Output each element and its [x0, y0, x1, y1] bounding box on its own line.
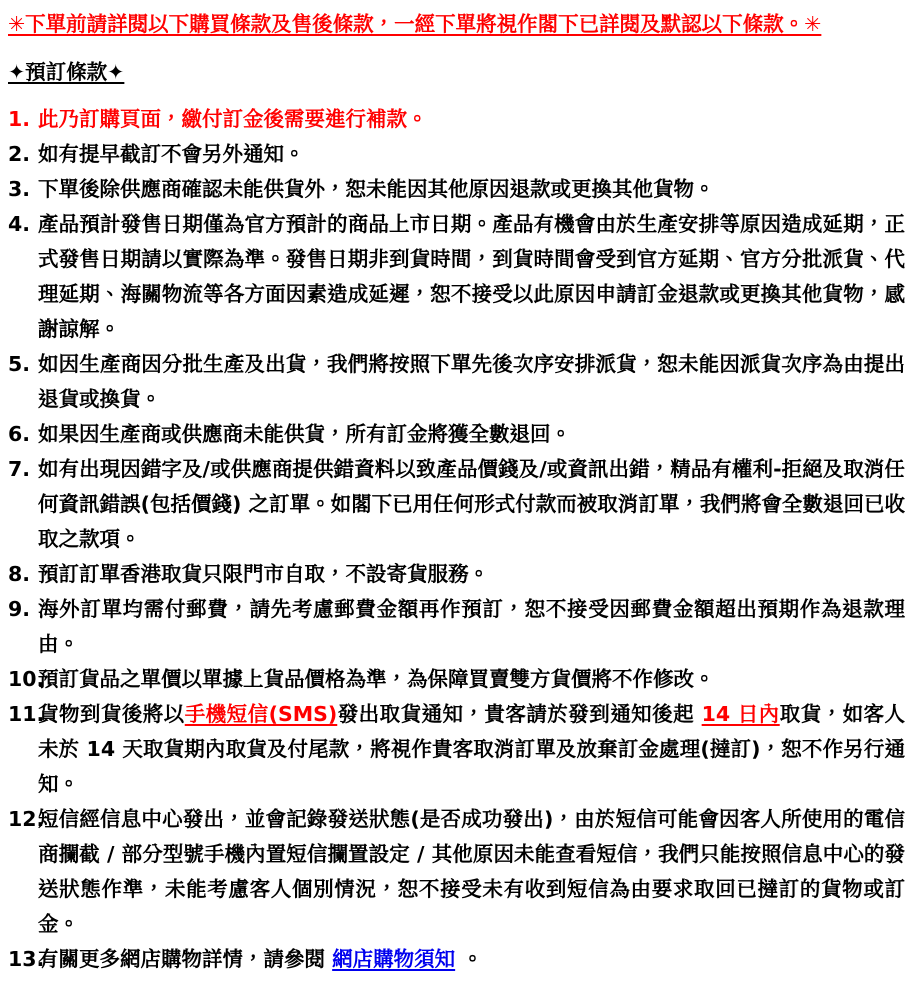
term-number: 3.	[8, 177, 31, 201]
term-item-13	[8, 942, 905, 977]
term-number: 8.	[8, 562, 31, 586]
term-text: 如有提早截訂不會另外通知。	[38, 142, 305, 166]
term-item-11	[8, 697, 905, 802]
term-item-9	[8, 592, 905, 662]
term-text: 如因生產商因分批生產及出貨，我們將按照下單先後次序安排派貨，恕未能因派貨次序為由提出退貨或換貨。	[38, 352, 905, 411]
term-text: 取貨，如客人未於 14 天取貨期內取貨及付尾款，將視作貴客取消訂單及放棄訂金處理(撻訂)，恕不作另行通知。	[38, 702, 906, 796]
term-text: 如有出現因錯字及/或供應商提供錯資料以致產品價錢及/或資訊出錯，精品有權利-拒絕及取消任何資訊錯誤(包括價錢) 之訂單。如閣下已用任何形式付款而被取消訂單，我們將會全數退回已收取之款項。	[38, 457, 905, 551]
term-item-7	[8, 452, 905, 557]
terms-list	[8, 102, 905, 977]
term-number: 4.	[8, 212, 31, 236]
term-text: 產品預計發售日期僅為官方預計的商品上市日期。產品有機會由於生產安排等原因造成延期，正式發售日期請以實際為準。發售日期非到貨時間，到貨時間會受到官方延期、官方分批派貨、代理延期、海關物流等各方面因素造成延遲，恕不接受以此原因申請訂金退款或更換其他貨物，感謝諒解。	[38, 212, 905, 341]
term-number: 13.	[8, 947, 45, 971]
term-number: 2.	[8, 142, 31, 166]
term-number: 7.	[8, 457, 31, 481]
pre-order-warning: ✳下單前請詳閱以下購買條款及售後條款，一經下單將視作閣下已詳閱及默認以下條款。✳	[8, 12, 822, 36]
store-shopping-guide-link[interactable]: 網店購物須知	[332, 947, 456, 971]
term-number: 10.	[8, 667, 45, 691]
term-text: 此乃訂購頁面，繳付訂金後需要進行補款。	[38, 107, 428, 131]
term-number: 12.	[8, 807, 45, 831]
term-item-6	[8, 417, 905, 452]
term-item-8	[8, 557, 905, 592]
term-item-5	[8, 347, 905, 417]
term-number: 9.	[8, 597, 31, 621]
term-text: 發出取貨通知，貴客請於發到通知後起	[337, 702, 702, 726]
term-text: 短信經信息中心發出，並會記錄發送狀態(是否成功發出)，由於短信可能會因客人所使用的電信商攔截 / 部分型號手機內置短信攔置設定 / 其他原因未能查看短信，我們只能按照信息中心的發送狀態作準，未能考慮客人個別情況，恕不接受未有收到短信為由要求取回已撻訂的貨物或訂金。	[38, 807, 905, 936]
term-text: 。	[455, 947, 483, 971]
highlighted-text: 14 日內	[701, 702, 780, 726]
section-title-preorder-terms: ✦預訂條款✦	[8, 60, 125, 84]
term-text: 海外訂單均需付郵費，請先考慮郵費金額再作預訂，恕不接受因郵費金額超出預期作為退款理由。	[38, 597, 905, 656]
term-text: 預訂訂單香港取貨只限門市自取，不設寄貨服務。	[38, 562, 489, 586]
term-item-4	[8, 207, 905, 347]
term-item-12	[8, 802, 905, 942]
term-item-3	[8, 172, 905, 207]
term-item-10	[8, 662, 905, 697]
term-number: 11.	[8, 702, 45, 726]
term-text: 如果因生產商或供應商未能供貨，所有訂金將獲全數退回。	[38, 422, 571, 446]
term-number: 1.	[8, 107, 31, 131]
term-item-1	[8, 102, 905, 137]
term-text: 下單後除供應商確認未能供貨外，恕未能因其他原因退款或更換其他貨物。	[38, 177, 715, 201]
term-text: 有關更多網店購物詳情，請參閱	[38, 947, 333, 971]
term-number: 5.	[8, 352, 31, 376]
term-text: 預訂貨品之單價以單據上貨品價格為準，為保障買賣雙方貨價將不作修改。	[38, 667, 715, 691]
term-number: 6.	[8, 422, 31, 446]
term-item-2	[8, 137, 905, 172]
term-text: 貨物到貨後將以	[38, 702, 185, 726]
highlighted-text: 手機短信(SMS)	[184, 702, 338, 726]
